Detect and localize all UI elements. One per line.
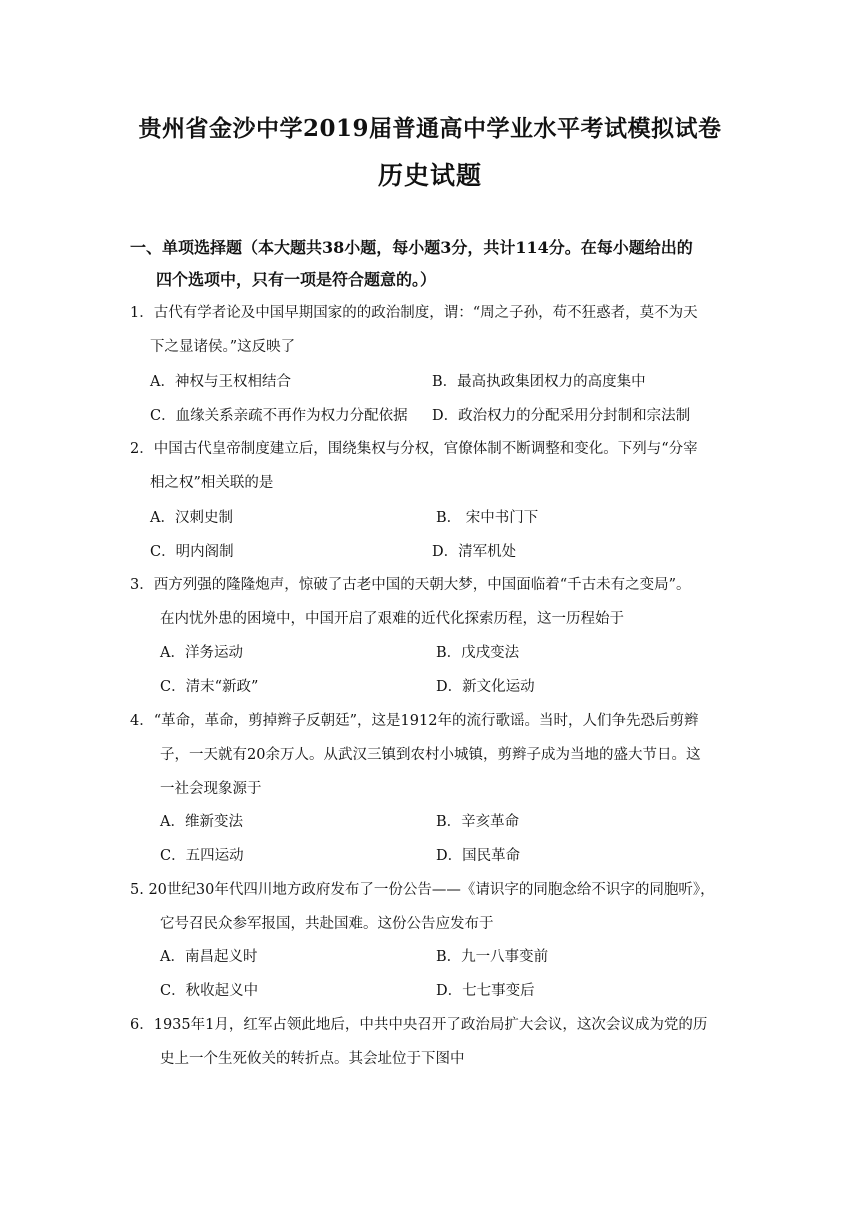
question-4-stem: 4．“革命，革命，剪掉辫子反朝廷”，这是1912年的流行歌谣。当时，人们争先恐后剪辫: [130, 713, 699, 729]
question-6-stem-cont: 史上一个生死攸关的转折点。其会址位于下图中: [160, 1051, 465, 1067]
question-3-option-d[interactable]: D．新文化运动: [436, 679, 535, 695]
question-4-option-d[interactable]: D．国民革命: [436, 848, 521, 864]
section-heading: [130, 232, 750, 296]
question-3: [130, 568, 740, 636]
question-2-option-a[interactable]: A．汉刺史制: [150, 510, 233, 526]
question-1-stem: 1．古代有学者论及中国早期国家的的政治制度，谓：“周之子孙，苟不狂惑者，莫不为天: [130, 305, 698, 321]
question-5-stem-cont: 它号召民众参军报国，共赴国难。这份公告应发布于: [160, 916, 494, 932]
question-6: [130, 1008, 740, 1076]
question-4-stem-cont: 子，一天就有20余万人。从武汉三镇到农村小城镇，剪辫子成为当地的盛大节日。这: [160, 747, 701, 763]
question-1-option-d[interactable]: D．政治权力的分配采用分封制和宗法制: [432, 408, 691, 424]
question-5-option-c[interactable]: C．秋收起义中: [160, 983, 259, 999]
question-2: [130, 432, 740, 500]
exam-title: 贵州省金沙中学2019届普通高中学业水平考试模拟试卷: [138, 115, 722, 142]
question-4-stem-cont-2: 一社会现象源于: [160, 781, 262, 797]
question-3-option-a[interactable]: A．洋务运动: [160, 645, 243, 661]
question-1-option-b[interactable]: B．最高执政集团权力的高度集中: [432, 374, 646, 390]
question-2-stem-cont: 相之权”相关联的是: [150, 475, 274, 491]
question-3-stem-cont: 在内忧外患的困境中，中国开启了艰难的近代化探索历程，这一历程始于: [160, 611, 624, 627]
question-3-option-c[interactable]: C．清末“新政”: [160, 679, 259, 695]
question-4-option-a[interactable]: A．维新变法: [160, 814, 243, 830]
question-5-option-a[interactable]: A．南昌起义时: [160, 949, 258, 965]
question-5-option-b[interactable]: B．九一八事变前: [436, 949, 549, 965]
question-6-stem: 6．1935年1月，红军占领此地后，中共中央召开了政治局扩大会议，这次会议成为党的历: [130, 1017, 708, 1033]
question-4-option-c[interactable]: C．五四运动: [160, 848, 244, 864]
exam-subtitle: 历史试题: [377, 161, 482, 190]
question-1-stem-cont: 下之显诸侯。”这反映了: [150, 339, 296, 355]
question-1-option-a[interactable]: A．神权与王权相结合: [150, 374, 291, 390]
question-3-stem: 3．西方列强的隆隆炮声，惊破了古老中国的天朝大梦，中国面临着“千古未有之变局”。: [130, 577, 691, 593]
question-5-stem: 5. 20世纪30年代四川地方政府发布了一份公告——《请识字的同胞念给不识字的同胞听》，: [130, 882, 715, 898]
question-1-option-c[interactable]: C．血缘关系亲疏不再作为权力分配依据: [150, 408, 408, 424]
question-4-option-b[interactable]: B．辛亥革命: [436, 814, 520, 830]
section-heading-line-1: 一、单项选择题（本大题共38小题，每小题3分，共计114分。在每小题给出的: [130, 238, 693, 257]
question-2-option-c[interactable]: C．明内阁制: [150, 544, 234, 560]
question-4: [130, 704, 740, 806]
question-5-option-d[interactable]: D．七七事变后: [436, 983, 535, 999]
question-5: [130, 873, 750, 941]
question-2-stem: 2．中国古代皇帝制度建立后，围绕集权与分权，官僚体制不断调整和变化。下列与“分宰: [130, 441, 698, 457]
question-2-option-b[interactable]: B． 宋中书门下: [436, 510, 539, 526]
section-heading-line-2: 四个选项中，只有一项是符合题意的。）: [156, 270, 437, 289]
question-2-option-d[interactable]: D．清军机处: [432, 544, 517, 560]
question-3-option-b[interactable]: B．戊戌变法: [436, 645, 520, 661]
question-1: [130, 296, 740, 364]
